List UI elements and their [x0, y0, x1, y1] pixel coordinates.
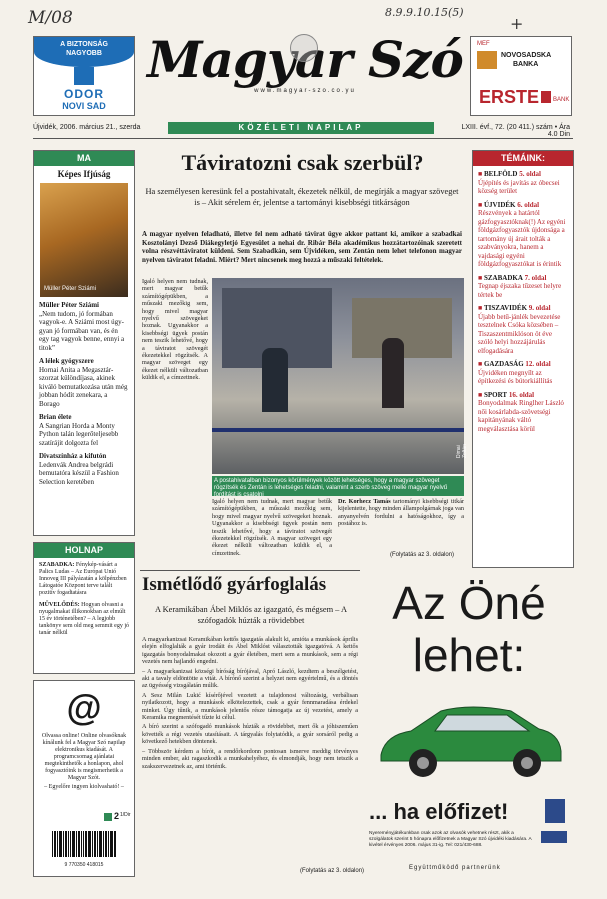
lead-continued: (Folytatás az 3. oldalon): [390, 552, 455, 558]
sidebar-ma-title: Képes Ifjúság: [57, 169, 111, 179]
ma-item-title: Brian élete: [39, 413, 72, 421]
second-story-rule: [140, 570, 360, 571]
theme-title: ÚJVIDÉK: [483, 200, 516, 209]
ma-item-text: Hornai Anita a Megasztár-szorzat különdíjasa, akinek kiváló bemutatkozása után még jobban hódít zenekara, a Borago: [39, 365, 128, 408]
security-ad-city: NOVI SAD: [62, 101, 106, 111]
bullet-icon: ■: [478, 170, 483, 178]
handwritten-cross: +: [510, 14, 524, 33]
theme-item[interactable]: [478, 274, 568, 300]
bank-ad-top: MEF: [477, 41, 490, 47]
clerk-figure: [262, 348, 288, 412]
ma-item-title: Divatszínház a kifutón: [39, 452, 107, 460]
lead-headline: Táviratozni csak szerbül?: [181, 150, 424, 175]
at-icon: @: [66, 687, 102, 728]
theme-title: SZABADKA: [483, 273, 523, 282]
holnap-item-label: MŰVELŐDÉS:: [39, 602, 80, 608]
theme-page: 6. oldal: [517, 200, 540, 209]
theme-item[interactable]: [478, 201, 568, 269]
lead-subhead: Ha személyesen keresünk fel a postahivatalt, ékezetek nélkül, de megírják a magyar szöveget is – Akit sérelem ér, jelentse a tartományi kisebbségi titkárságon: [145, 187, 459, 207]
lead-column: Igaló helyen nem tudnak, mert magyar betűk számítógépükben, a műszaki mezőkig sem, hogy mivel magyar nyelvű szövegeket hoznak. Ugyanakkor a kisebbségi ügyek postán nem teszik lehetővé, hogy a táviratot szövegét ékezetekkel rögzítsék. A magyar szöveget egy ékezet nélküli változatban küldik el, a címzettnek.: [142, 278, 208, 382]
security-ad: [33, 36, 135, 116]
bullet-icon: ■: [478, 273, 483, 282]
holnap-item-text: Fénykép-vásárt a Palics Ludas – Az Európai Unió Innoveg III pályázatán a kölpénzben Látogatóe Központ terve talált pozitív fogadtatásra: [39, 562, 127, 596]
sidebar-ma: [33, 150, 135, 536]
theme-title: GAZDASÁG: [483, 360, 524, 368]
lead-byline: Dr. Korhecz Tamás: [338, 498, 391, 505]
bank-ad-name2b: BANK: [553, 97, 570, 103]
bank-logo-icon: [477, 51, 497, 69]
theme-title: TISZAVIDÉK: [483, 304, 528, 312]
holnap-item-text: Hogyan olvasni a nyugalmakat illikonokban az elmúlt 15 év történetében? – A legjobb tankönyv sem old meg semmit egy jó tanár nélkül: [39, 602, 129, 636]
barcode-image: [52, 831, 116, 857]
theme-item[interactable]: [478, 360, 568, 386]
ma-item-text: „Nem tudom, jó formában vagyok-e. A Sziámi most úgy-gyan jó formában van, és én egy tag vagyok benne, ennyi a titok”: [39, 309, 125, 352]
masthead: [145, 30, 465, 100]
masthead-title: Magyar Szó: [147, 30, 463, 89]
barcode-number: 9 770350 418015: [64, 862, 104, 868]
themes-header: TÉMÁINK:: [473, 151, 573, 166]
theme-text: Újabb betű-jánlék bevezetése tesztelnek Csóka közsében – Tiszaszentmiklóson öt éve szóló helyi hozzájárulás elfogadására: [478, 312, 561, 355]
ma-item-text: A Sangrian Horda a Monty Python talán legerőteljesebb szatírájit dolgozta fel: [39, 421, 119, 447]
bank-ad-name1b: BANKA: [513, 61, 539, 68]
car-ad-line2: lehet:: [412, 629, 526, 681]
masthead-url: www.magyar-szo.co.yu: [254, 88, 356, 94]
theme-title: BELFÖLD: [483, 170, 518, 178]
theme-page: 5. oldal: [519, 170, 541, 178]
security-ad-line1: A BIZTONSÁG: [60, 41, 108, 48]
car-ad-fine-print: Nyereményjátékunkban csak azok az olvasók vehetnek részt, akik a szolgálatok szerint 5 hónapra előfizetnek a Magyar Szó újvidéki kiadására. A kivétel érvényes 2006. május 31-ig. Tel: 021/430-688.: [369, 831, 532, 848]
lead-photo: [212, 278, 468, 474]
magazine-cover-photo: [40, 183, 128, 297]
car-ad: [365, 575, 573, 880]
bank-ad-name1a: NOVOSADSKA: [501, 52, 552, 59]
theme-title: SPORT: [483, 390, 508, 399]
seal-icon: [290, 34, 318, 62]
issue-number: LXIII. évf., 72. (20 411.) szám • Ára 4.0 Din: [461, 124, 570, 138]
sidebar-holnap-header: HOLNAP: [34, 543, 134, 558]
price-unit: 1/Dir: [120, 812, 131, 818]
lead-photo-caption: A postahivatalban bizonyos körülmények között lehetséges, hogy a magyar szöveget rögzítsék és Zentán is lehetséges feladni, valamint a szerb szöveg mellé magyar nyelvű fordítást is csatolni: [212, 476, 464, 496]
second-body: [142, 636, 358, 868]
themes-box: [472, 150, 574, 568]
theme-text: Újvidéken megnyílt az építkezési és bútorkiállítás: [478, 368, 553, 385]
brand-crest-icon: [545, 799, 565, 823]
lead-column-2: Igaló helyen nem tudnak, mert magyar betűk számítógépükben, a műszaki mezőkig sem, hogy mivel magyar nyelvű szövegeket hoznak. Ugyanakkor a kisebbségi ügyek postán nem teszik lehetővé, hogy a táviratot szövegét ékezetekkel rögzítsék. A magyar szöveget egy ékezet nélküli változatban küldik el, a címzettnek.: [212, 498, 332, 556]
shield-icon: [74, 67, 94, 85]
ma-item-text: Ledenvák Andrea belgrádi bemutatóra készül a Fashion Selection keretében: [39, 460, 119, 486]
bank-ad-name2: ERSTE: [479, 87, 540, 107]
car-ad-tagline: ... ha előfizet!: [369, 799, 509, 824]
lead-intro: A magyar nyelven feladható, illetve fel nem adható távirat ügye akkor pattant ki, amikor a szabadkai Kosztolányi Dezső Diákegyletjó Egyesület a nehai dr. Ribár Béla akadémikus hozzátartozóinak szeretett volna részvéttáviratot küldeni. Sem Szabadkán, sem Újvidéken, sem Zentán nem lehet telefonon magyar nyelven táviratot feladni. Miért? Mert nincsenek meg hozzá a műszaki feltételek.: [142, 230, 462, 264]
lead-photo-credit: Dimai Zoltán: [456, 444, 468, 458]
issue-date: Újvidék, 2006. március 21., szerda: [33, 124, 141, 131]
bullet-icon: ■: [478, 200, 483, 209]
partner-logo-icon: [541, 831, 567, 843]
second-continued: (Folytatás az 3. oldalon): [300, 868, 365, 874]
sidebar-holnap: [33, 542, 135, 674]
theme-page: 7. oldal: [524, 273, 547, 282]
handwritten-note-left: M/08: [28, 8, 73, 28]
second-paragraph: A magyarkanizsai Keramikában kettős igazgatás alakult ki, amióta a munkások április elején elfoglalták a gyár irodáit és Ábel Miklóst választották igazgatóvá. A kettős igazgatás bonyodalmakat okozott a gyár életében, mert sem a munkások, sem a régi vezetés nem hajlandó engedni.: [142, 636, 358, 666]
online-footer: – Egyelőre ingyen kiolvasható! –: [44, 784, 124, 790]
second-paragraph: – Többször kérdem a bírót, a rendőrkordonn pontosan ismerve meddig törvényes minden ember, aki ragaszkodik a munkahelyéhez, és elmondják, hogy nem tetszik a szakszervezetnek az, ami történik.: [142, 747, 358, 770]
bullet-icon: ■: [478, 360, 483, 368]
theme-text: Részvények a határtól gázfogyasztóknak(!) Az egyéni földgázfogyasztók újdonsága a tartomány új árait tolták a szabványokra, hanem a vajdasági egyéni földgázfogyasztókat is érintik: [478, 209, 566, 268]
header-rule: [33, 138, 573, 139]
lead-byline-text: tartományi kisebbségi titkár kijelentette, hogy minden állampolgárnak joga van anyanyelvén fordulni a hatóságokhoz, így a postához is.: [338, 498, 464, 528]
second-paragraph: – A magyarkanizsai községi bíróság bírójával, Apró László, kezdtem a beszélgetést, aki a tavaly eldöntötte a vitát. A bírónő szerint a helyzet nem egyértelmű, és a döntés az ügyésség vizsgálatán múlik.: [142, 667, 358, 690]
sidebar-ma-header: MA: [34, 151, 134, 166]
masthead-banner: KÖZÉLETI NAPILAP: [168, 122, 434, 134]
lead-column-3: [338, 498, 464, 546]
theme-item[interactable]: [478, 170, 568, 196]
car-ad-partner: Együttműködő partnerünk: [409, 865, 501, 871]
erste-logo-icon: [541, 91, 551, 103]
price-marker-icon: [104, 813, 112, 821]
barcode: [52, 831, 116, 868]
security-ad-line2: NAGYOBB: [66, 50, 102, 57]
bank-ad: [470, 36, 572, 116]
online-text: Olvassa online! Online olvasóknak kínálunk fel a Magyar Szó napilap elektronikus kiadását. A programcsomag ajánlatai megtekinthetők a honlapon, ahol fogyasztóink is megismerhetik a Magyar Szót.: [41, 733, 127, 781]
theme-page: 16. oldal: [508, 390, 535, 399]
theme-item[interactable]: [478, 304, 568, 355]
sidebar-online: [33, 680, 135, 877]
security-ad-brand: ODOR: [64, 87, 104, 101]
handwritten-note-right: 8.9.9.10.15(5): [385, 6, 464, 19]
second-paragraph: A Sesz Milán Lukić kísérőjével vezetett a tulajdonosi változásig, verbálisan nyilatkozott, hogy a munkások elkötelezettek, csak a gyár fennmaradása érdekel minket. Úgy tűnik, a munkások jelentős része támogatja az új vezetést, amely a Keramika megmentését tűzte ki célul.: [142, 691, 358, 722]
customer-figure: [382, 338, 404, 408]
second-headline: Ismétlődő gyárfoglalás: [142, 574, 327, 595]
magazine-cover-caption: Müller Péter Sziámi: [44, 286, 97, 292]
ma-item-title: A lélek gyógyszere: [39, 357, 94, 365]
theme-text: Újépítés és javítás az óbecsei község terület: [478, 178, 560, 195]
theme-item[interactable]: [478, 391, 568, 434]
theme-text: Tegnap éjszaka tűzeset helyre tértek be: [478, 282, 562, 299]
bullet-icon: ■: [478, 304, 483, 312]
price-value: 2: [114, 811, 120, 821]
holnap-item-label: SZABADKA:: [39, 562, 75, 568]
queue-rope: [212, 428, 464, 432]
car-ad-line1: Az Öné: [392, 577, 546, 629]
ma-item-title: Müller Péter Sziámi: [39, 301, 99, 309]
car-image: [371, 695, 567, 785]
second-paragraph: A bíró szerint a szófogadó munkások húzták a rövidebbet, mert ők a jóhiszeműen követték a régi vezetés utasításait. A tárgyalás folytatódik, a gyár sorsáról pedig a következő hetekben döntenek.: [142, 723, 358, 746]
second-subhead: A Keramikában Ábel Miklós az igazgató, és mégsem – A szófogadók húzták a rövidebbet: [154, 605, 348, 625]
theme-page: 9. oldal: [528, 304, 551, 312]
theme-page: 12. oldal: [525, 360, 551, 368]
bullet-icon: ■: [478, 390, 483, 399]
theme-text: Bonyodalmak Ringlher László női kosárlabda-szövetségi kapitányának váltó megválasztása körül: [478, 399, 564, 433]
